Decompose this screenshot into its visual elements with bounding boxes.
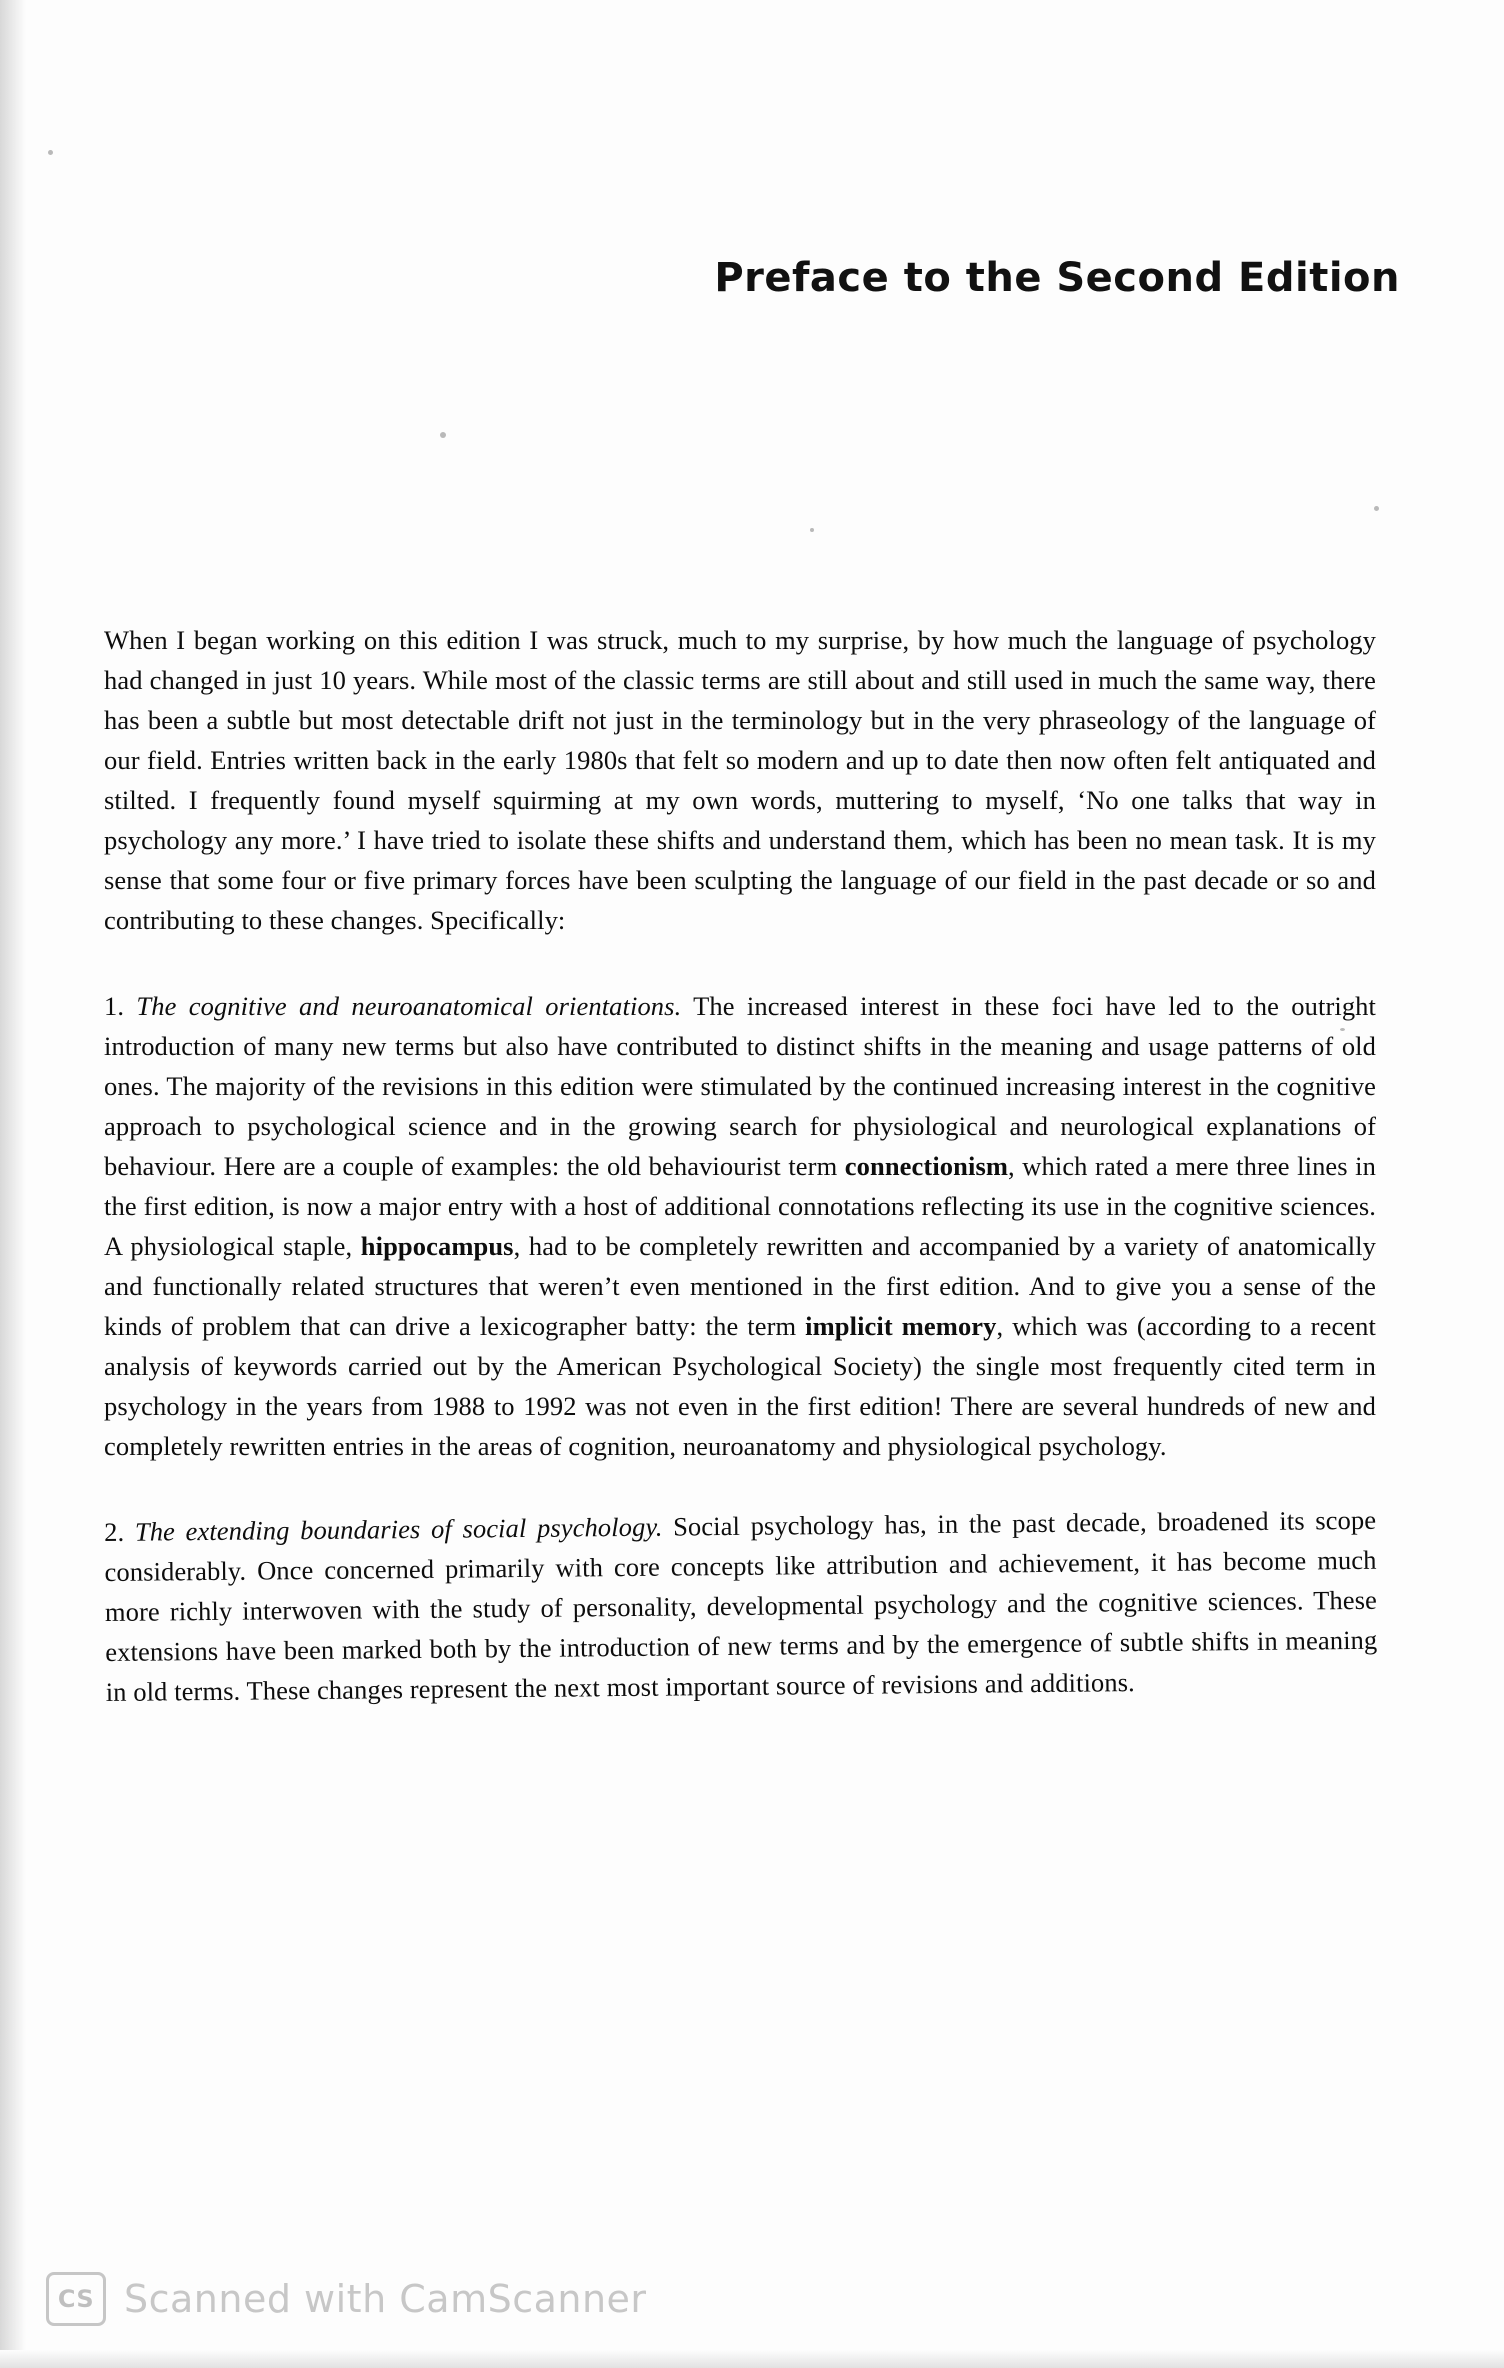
- paragraph-intro: When I began working on this edition I was struck, much to my surprise, by how much the language of psychology had changed in just 10 years. While most of the classic terms are still about and still used in much the same way, there has been a subtle but most detectable drift not just in the terminology but in the very phraseology of the language of our field. Entries written back in the early 1980s that felt so modern and up to date then now often felt antiquated and stilted. I frequently found myself squirming at my own words, muttering to myself, ‘No one talks that way in psychology any more.’ I have tried to isolate these shifts and understand them, which has been no mean task. It is my sense that some four or five primary forces have been sculpting the language of our field in the past decade or so and contributing to these changes. Specifically:: [104, 625, 1376, 935]
- term-connectionism: connectionism: [844, 1151, 1009, 1181]
- paragraph-item-1: [104, 986, 1376, 1466]
- camscanner-logo-icon: CS: [46, 2272, 106, 2326]
- item-1-text-b: , which rated a mere three lines in the first edition, is now a major entry with a host of additional connotations reflecting its use in the cognitive sciences. A physiological staple,: [104, 1151, 1376, 1261]
- scan-edge-shadow-bottom: [0, 2350, 1504, 2368]
- item-2-text: Social psychology has, in the past decade, broadened its scope considerably. Once concerned primarily with core concepts like attribution and achievement, it has become much more richly interwoven with the study of personality, developmental psychology and the cognitive sciences. These extensions have been marked both by the introduction of new terms and by the emergence of subtle shifts in meaning in old terms. These changes represent the next most important source of revisions and additions.: [104, 1504, 1378, 1707]
- camscanner-watermark-text: Scanned with CamScanner: [124, 2277, 647, 2321]
- document-body: [104, 620, 1376, 1712]
- term-hippocampus: hippocampus: [360, 1231, 514, 1261]
- item-1-text-d: , which was (according to a recent analysis of keywords carried out by the American Psychological Society) the single most frequently cited term in psychology in the years from 1988 to 1992 was not even in the first edition! There are several hundreds of new and completely rewritten entries in the areas of cognition, neuroanatomy and physiological psychology.: [104, 1311, 1376, 1461]
- camscanner-watermark: [46, 2272, 647, 2326]
- scan-speck: [48, 150, 53, 155]
- list-number-1: 1.: [104, 991, 125, 1021]
- page-title: Preface to the Second Edition: [714, 254, 1400, 301]
- scan-speck: [440, 432, 446, 438]
- item-1-text-a: The increased interest in these foci have led to the outright introduction of many new terms but also have contributed to distinct shifts in the meaning and usage patterns of old ones. The majority of the revisions in this edition were stimulated by the continued increasing interest in the cognitive approach to psychological science and in the growing search for physiological and neurological explanations of behaviour. Here are a couple of examples: the old behaviourist term: [104, 991, 1376, 1181]
- item-1-text-c: , had to be completely rewritten and accompanied by a variety of anatomically and functionally related structures that weren’t even mentioned in the first edition. And to give you a sense of the kinds of problem that can drive a lexicographer batty: the term: [104, 1231, 1376, 1341]
- item-1-heading: The cognitive and neuroanatomical orientations.: [136, 991, 682, 1021]
- list-number-2: 2.: [104, 1516, 125, 1547]
- scan-speck: [810, 528, 814, 532]
- scan-speck: [1374, 506, 1379, 511]
- term-implicit-memory: implicit memory: [805, 1311, 997, 1341]
- paragraph-item-2: [104, 1500, 1378, 1712]
- item-2-heading: The extending boundaries of social psychology.: [134, 1511, 663, 1547]
- scan-edge-shadow-left: [0, 0, 26, 2368]
